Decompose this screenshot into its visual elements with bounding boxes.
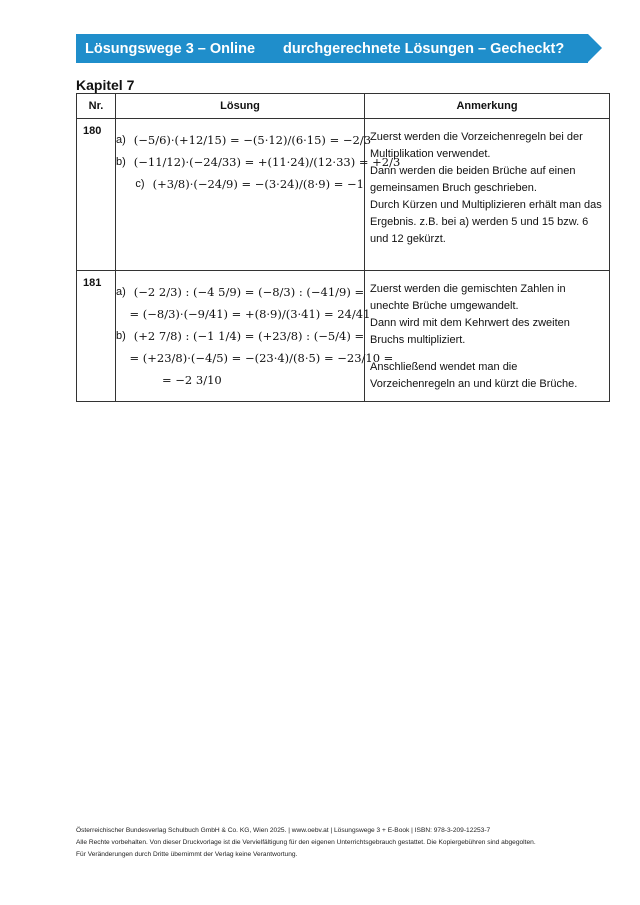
remark-text: Dann werden die beiden Brüche auf einen gemeinsamen Bruch geschrieben.: [370, 165, 576, 194]
equation-line: [116, 303, 371, 325]
equation-label: b): [116, 156, 126, 168]
equation-expression: (+2 7/8) : (−1 1/4) = (+23/8) : (−5/4) =: [133, 329, 365, 343]
column-header-solution: Lösung: [116, 94, 365, 119]
equation-expression: (−5/6)·(+12/15) = −(5·12)/(6·15) = −2/3: [133, 133, 372, 147]
equation-expression: = (−8/3)·(−9/41) = +(8·9)/(3·41) = 24/41: [129, 307, 371, 321]
footer-publisher-line: Österreichischer Bundesverlag Schulbuch GmbH & Co. KG, Wien 2025. | www.oebv.at | Lösungswege 3 + E-Book | ISBN: 978-3-209-12253-7: [76, 827, 491, 834]
header-title: Lösungswege 3 – Online: [85, 41, 256, 57]
table-header-row: [77, 94, 610, 119]
solution-cell: [116, 119, 401, 271]
column-header-remark: Anmerkung: [365, 94, 610, 119]
remark-text: Zuerst werden die gemischten Zahlen in unechte Brüche umgewandelt.: [370, 283, 566, 312]
equation-line: [116, 129, 372, 151]
solutions-table: [76, 93, 610, 402]
equation-label: a): [116, 286, 126, 298]
task-number: 181: [77, 271, 116, 402]
column-header-nr: Nr.: [77, 94, 116, 119]
remark-text: Anschließend wendet man die Vorzeichenregeln an und kürzt die Brüche.: [370, 361, 578, 390]
equation-line: [116, 281, 364, 303]
equation-label: b): [116, 330, 126, 342]
table-row: [77, 271, 610, 402]
equation-expression: = −2 3/10: [162, 373, 222, 387]
footer-rights-line: Alle Rechte vorbehalten. Von dieser Druckvorlage ist die Vervielfältigung für den eigenen Unterrichtsgebrauch gestattet. Die Kopiergebühren sind abgegolten.: [76, 839, 536, 846]
equation-label: a): [116, 134, 126, 146]
equation-expression: (+3/8)·(−24/9) = −(3·24)/(8·9) = −1: [152, 177, 364, 191]
header-arrow: [588, 34, 602, 62]
remark-text: Dann wird mit dem Kehrwert des zweiten Bruchs multipliziert.: [370, 317, 570, 346]
equation-line: [116, 325, 364, 347]
remark-text: Durch Kürzen und Multiplizieren erhält man das Ergebnis. z.B. bei a) werden 5 und 15 bzw. 6 und 12 gekürzt.: [370, 199, 602, 245]
equation-line: [116, 151, 401, 173]
equation-expression: (−11/12)·(−24/33) = +(11·24)/(12·33) = +2/3: [133, 155, 401, 169]
task-number: 180: [77, 119, 116, 271]
equation-line: [116, 369, 364, 391]
equation-expression: (−2 2/3) : (−4 5/9) = (−8/3) : (−41/9) =: [133, 285, 365, 299]
equation-expression: = (+23/8)·(−4/5) = −(23·4)/(8·5) = −23/10 =: [129, 351, 394, 365]
table-row: [77, 119, 610, 271]
chapter-heading: Kapitel 7: [76, 77, 135, 93]
solution-cell: [116, 271, 394, 402]
page-footer: [76, 825, 616, 861]
equation-line: [116, 173, 364, 195]
equation-line: [116, 347, 394, 369]
remark-cell: [365, 271, 610, 402]
header-subtitle: durchgerechnete Lösungen – Gecheckt?: [283, 41, 565, 57]
remark-text: Zuerst werden die Vorzeichenregeln bei der Multiplikation verwendet.: [370, 131, 583, 160]
remark-cell: [365, 119, 610, 271]
equation-label: c): [135, 178, 145, 190]
footer-liability-line: Für Veränderungen durch Dritte übernimmt der Verlag keine Verantwortung.: [76, 851, 298, 858]
